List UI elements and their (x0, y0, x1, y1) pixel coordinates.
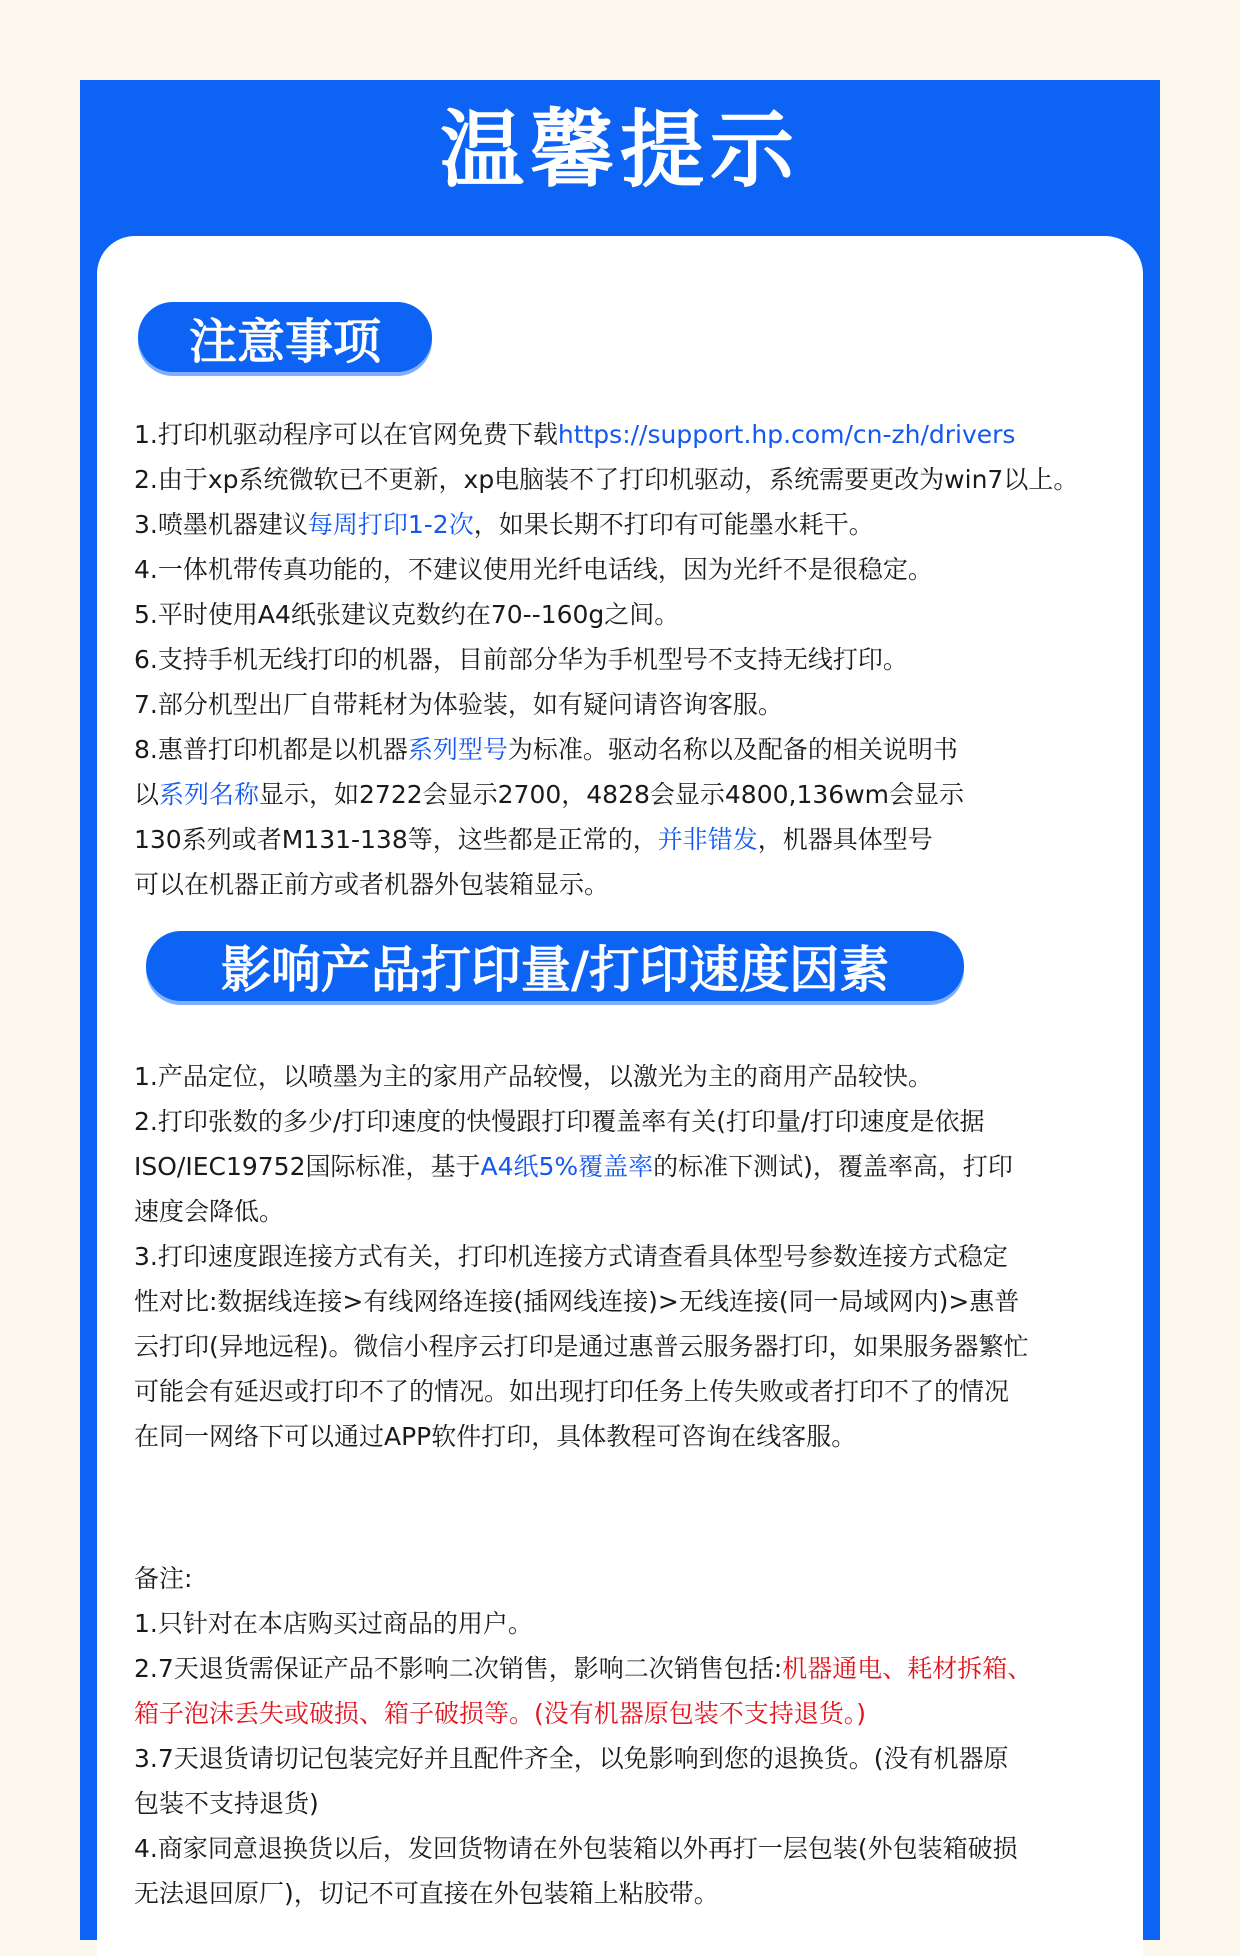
list-item: 6.支持手机无线打印的机器，目前部分华为手机型号不支持无线打印。 (134, 645, 908, 674)
list-item: 3.喷墨机器建议每周打印1-2次，如果长期不打印有可能墨水耗干。 (134, 510, 874, 539)
highlight-text: 并非错发 (657, 825, 758, 854)
highlight-text: 每周打印1-2次 (307, 510, 474, 539)
list-item: 1.产品定位，以喷墨为主的家用产品较慢，以激光为主的商用产品较快。 (134, 1062, 933, 1091)
list-item: 性对比:数据线连接>有线网络连接(插网线连接)>无线连接(同一局域网内)>惠普 (134, 1287, 1020, 1316)
list-item: 速度会降低。 (134, 1197, 285, 1226)
section-heading-notices: 注意事项 (138, 302, 432, 372)
section-heading-print-factors: 影响产品打印量/打印速度因素 (146, 931, 964, 1001)
list-item: 1.打印机驱动程序可以在官网免费下载https://support.hp.com/cn-zh/drivers (134, 420, 1016, 449)
list-item: 以系列名称显示，如2722会显示2700，4828会显示4800,136wm会显示 (134, 780, 964, 809)
list-item: 4.一体机带传真功能的，不建议使用光纤电话线，因为光纤不是很稳定。 (134, 555, 933, 584)
list-item: 7.部分机型出厂自带耗材为体验装，如有疑问请咨询客服。 (134, 690, 783, 719)
list-item: 在同一网络下可以通过APP软件打印，具体教程可咨询在线客服。 (134, 1422, 857, 1451)
warning-text: 箱子泡沫丢失或破损、箱子破损等。(没有机器原包装不支持退货。) (134, 1699, 867, 1728)
list-item: 2.7天退货需保证产品不影响二次销售，影响二次销售包括:机器通电、耗材拆箱、 (134, 1654, 1033, 1683)
print-factors-list (134, 1054, 1134, 1459)
page-title: 温馨提示 (439, 101, 800, 199)
list-item: 3.7天退货请切记包装完好并且配件齐全，以免影响到您的退换货。(没有机器原 (134, 1744, 1009, 1773)
list-item: 可以在机器正前方或者机器外包装箱显示。 (134, 870, 610, 899)
notices-list (134, 412, 1134, 907)
list-item: 2.由于xp系统微软已不更新，xp电脑装不了打印机驱动，系统需要更改为win7以上。 (134, 465, 1079, 494)
list-item: 1.只针对在本店购买过商品的用户。 (134, 1609, 533, 1638)
list-item: 可能会有延迟或打印不了的情况。如出现打印任务上传失败或者打印不了的情况 (134, 1377, 1010, 1406)
list-item: 无法退回原厂)，切记不可直接在外包装箱上粘胶带。 (134, 1879, 719, 1908)
list-item: 3.打印速度跟连接方式有关，打印机连接方式请查看具体型号参数连接方式稳定 (134, 1242, 1008, 1271)
notes-list (134, 1556, 1134, 1916)
list-item: 云打印(异地远程)。微信小程序云打印是通过惠普云服务器打印，如果服务器繁忙 (134, 1332, 1029, 1361)
highlight-text: A4纸5%覆盖率 (480, 1152, 654, 1181)
list-item: 8.惠普打印机都是以机器系列型号为标准。驱动名称以及配备的相关说明书 (134, 735, 958, 764)
driver-download-link[interactable]: https://support.hp.com/cn-zh/drivers (557, 420, 1016, 449)
list-item (134, 1691, 1134, 1736)
list-item: 2.打印张数的多少/打印速度的快慢跟打印覆盖率有关(打印量/打印速度是依据 (134, 1107, 985, 1136)
list-item: 包装不支持退货) (134, 1789, 319, 1818)
notes-heading: 备注: (134, 1564, 193, 1593)
highlight-text: 系列名称 (159, 780, 260, 809)
list-item: 4.商家同意退换货以后，发回货物请在外包装箱以外再打一层包装(外包装箱破损 (134, 1834, 1018, 1863)
list-item: 130系列或者M131-138等，这些都是正常的，并非错发，机器具体型号 (134, 825, 933, 854)
warning-text: 机器通电、耗材拆箱、 (782, 1654, 1033, 1683)
list-item: 5.平时使用A4纸张建议克数约在70--160g之间。 (134, 600, 680, 629)
highlight-text: 系列型号 (407, 735, 508, 764)
list-item: ISO/IEC19752国际标准，基于A4纸5%覆盖率的标准下测试)，覆盖率高，打印 (134, 1152, 1013, 1181)
